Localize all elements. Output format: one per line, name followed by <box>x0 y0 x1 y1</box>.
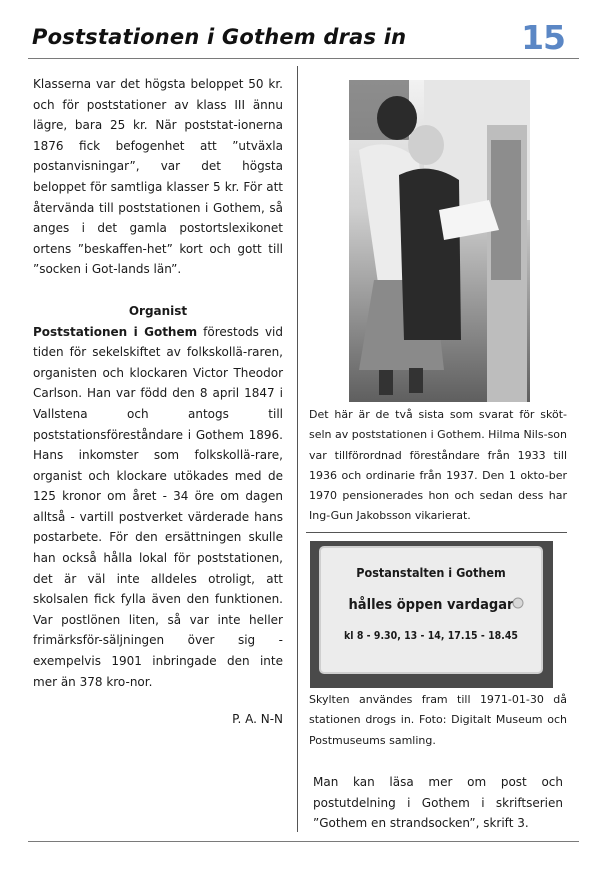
sign-illustration <box>310 541 553 688</box>
left-column <box>33 74 283 729</box>
historical-photo <box>349 80 530 402</box>
header-rule <box>28 58 579 59</box>
column-divider <box>297 66 298 832</box>
section-heading: Organist <box>128 303 188 318</box>
page-title: Poststationen i Gothem dras in <box>32 25 407 49</box>
footer-rule <box>28 841 579 842</box>
page-header <box>28 16 579 58</box>
organist-paragraph <box>33 322 283 693</box>
photo-caption: Det här är de två sista som svarat för sköt-seln av poststationen i Gothem. Hilma Nils-son var tillförordnad föreståndare från 1933 till 1936 och ordinarie från 1937. Den 1 okto-ber 1970 pensionerades hon och sedan dess har Ing-Gun Jakobsson vikarierat. <box>309 408 567 523</box>
post-office-sign-photo <box>310 541 553 688</box>
sign-caption: Skylten användes fram till 1971-01-30 då stationen drogs in. Foto: Digitalt Museum och Postmuseums samling. <box>309 693 567 747</box>
sign-line-3: kl 8 - 9.30, 13 - 14, 17.15 - 18.45 <box>344 630 518 642</box>
intro-paragraph: Klasserna var det högsta beloppet 50 kr. och för poststationer av klass III ännu lägre, bara 25 kr. När poststat-ionerna 1876 fick befogenhet att ”utväxla postanvisningar”, var det högsta beloppet för samtliga klasser 5 kr. För att återvända till poststationen i Gothem, så anges i det gamla postortslexikonet ortens ”beskaffen-het” kort och gott till ”socken i Got-lands län”. <box>33 77 283 277</box>
sign-line-1: Postanstalten i Gothem <box>356 565 506 580</box>
photo-illustration <box>349 80 530 402</box>
caption-rule <box>306 532 567 533</box>
page-number: 15 <box>521 18 565 57</box>
paragraph-lead: Poststationen i Gothem <box>33 324 198 339</box>
further-reading: Man kan läsa mer om post och postutdelning i Gothem i skriftserien ”Gothem en strandsocken”, skrift 3. <box>313 775 563 831</box>
paragraph-body: förestods vid tiden för sekelskiftet av folkskollä-raren, organisten och klockaren Victor Theodor Carlson. Han var född den 8 april 1847 i Vallstena och antogs till poststationsföreståndare i Gothem 1896. Hans inkomster som folkskollä-rare, organist och klockare utökades med de 125 kronor om året - 34 öre om dagen alltså - vartill postverket värderade hans postarbete. För den ersättningen skulle han också hålla lokal för poststationen, det är väl inte alldeles otroligt, att skolsalen fick fylla även den funktionen. Var postlönen liten, så var inte heller frimärksför-säljningen över sig - exempelvis 1901 inbringade den inte mer än 378 kro-nor. <box>33 324 284 689</box>
sign-line-2: hålles öppen vardagar <box>348 597 514 613</box>
author-signature: P. A. N-N <box>232 712 283 727</box>
